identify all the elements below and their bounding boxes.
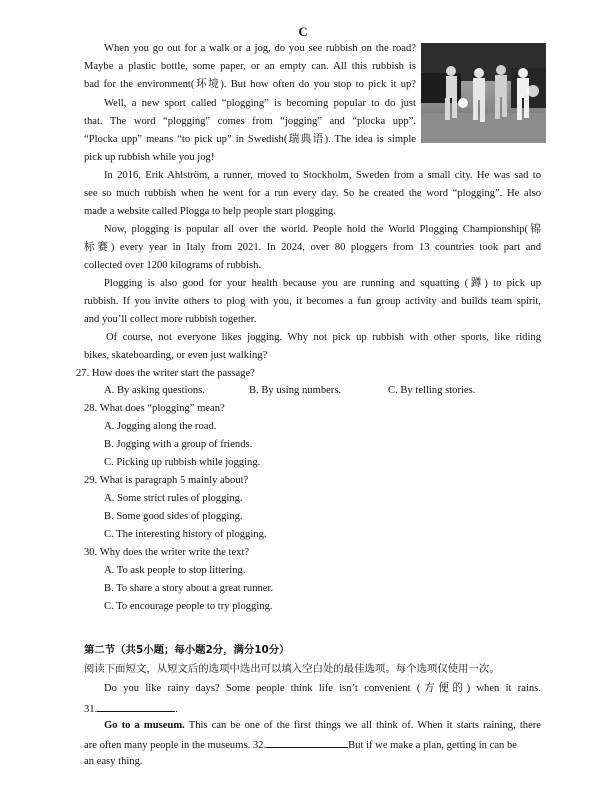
p3-line3: made a website called Plogga to help people start plogging.	[84, 206, 336, 217]
part2-instruction: 阅读下面短文，从短文后的选项中选出可以填入空白处的最佳选项。每个选项仅使用一次。	[84, 663, 500, 675]
q29-stem: 29. What is paragraph 5 mainly about?	[84, 475, 249, 486]
blank-31-period: .	[175, 704, 178, 715]
p4-line1: Now, plogging is popular all over the world. People hold the World Plogging Championship(锦	[104, 224, 541, 235]
p2-line4: pick up rubbish while you jog!	[84, 152, 215, 163]
p4-line2: 标赛) every year in Italy from 2021. In 2024, over 80 ploggers from 13 countries took part and	[84, 242, 541, 253]
blank-32[interactable]	[266, 737, 348, 748]
museum-line1-text: This can be one of the first things we all think of. When it starts raining, there	[184, 720, 542, 731]
p1-line2: Maybe a plastic bottle, some paper, or an empty can. All this rubbish is	[84, 61, 416, 72]
q30-option-a: A. To ask people to stop littering.	[104, 565, 246, 576]
p6-line2: bikes, skateboarding, or even just walking?	[84, 350, 268, 361]
q27-stem: 27. How does the writer start the passage?	[76, 368, 255, 379]
q27-option-a: A. By asking questions.	[104, 385, 205, 396]
museum-line2	[84, 737, 517, 753]
q27-option-c: C. By telling stories.	[388, 385, 476, 396]
q29-option-a: A. Some strict rules of plogging.	[104, 493, 243, 504]
p5-line1: Plogging is also good for your health because you are running and squatting (蹲) to pick up	[104, 278, 541, 289]
q28-option-a: A. Jogging along the road.	[104, 421, 217, 432]
q30-option-c: C. To encourage people to try plogging.	[104, 601, 273, 612]
q27-option-b: B. By using numbers.	[249, 385, 342, 396]
p2-line1: Well, a new sport called “plogging” is becoming popular to do just	[104, 98, 416, 109]
p2-line2: that. The word “plogging” comes from “jogging” and “plocka upp”.	[84, 116, 416, 127]
p1-line1: When you go out for a walk or a jog, do you see rubbish on the road?	[104, 43, 416, 54]
p5-line3: and you’ll collect more rubbish together.	[84, 314, 257, 325]
p6-line1: Of course, not everyone likes jogging. Why not pick up rubbish with other sports, like riding	[106, 332, 541, 343]
q29-option-c: C. The interesting history of plogging.	[104, 529, 267, 540]
p4-line3: collected over 1200 kilograms of rubbish.	[84, 260, 262, 271]
museum-line3: an easy thing.	[84, 756, 143, 767]
q30-stem: 30. Why does the writer write the text?	[84, 547, 250, 558]
part2-intro: Do you like rainy days? Some people think life isn’t convenient (方便的) when it rains.	[104, 683, 541, 694]
q28-option-b: B. Jogging with a group of friends.	[104, 439, 253, 450]
q30-option-b: B. To share a story about a great runner.	[104, 583, 274, 594]
q28-option-c: C. Picking up rubbish while jogging.	[104, 457, 261, 468]
blank-31-line	[84, 701, 178, 717]
section-letter: C	[298, 25, 308, 39]
blank-31[interactable]	[97, 701, 175, 712]
q29-option-b: B. Some good sides of plogging.	[104, 511, 243, 522]
joggers-photo	[421, 43, 546, 143]
museum-line1	[84, 719, 541, 733]
p3-line1: In 2016, Erik Ahlström, a runner, moved to Stockholm, Sweden from a small city. He was sad to	[104, 170, 541, 181]
p5-line2: rubbish. If you invite others to plog with you, it becomes a fun group activity and builds team spirit,	[84, 296, 541, 307]
q28-stem: 28. What does “plogging” mean?	[84, 403, 225, 414]
museum-line2-b: But if we make a plan, getting in can be	[348, 740, 517, 751]
p3-line2: see so much rubbish when he went for a run every day. So he created the word “plogging”. He also	[84, 188, 541, 199]
p2-line3: “Plocka upp” means “to pick up” in Swedish(瑞典语). The idea is simple	[84, 134, 416, 145]
museum-line2-a: are often many people in the museums. 32.	[84, 740, 267, 751]
part2-heading: 第二节（共5小题；每小题2分，满分10分）	[84, 644, 290, 656]
blank-31-number: 31.	[84, 704, 98, 715]
museum-heading: Go to a museum.	[104, 720, 185, 731]
p1-line3: bad for the environment(环境). But how often do you stop to pick it up?	[84, 79, 416, 90]
